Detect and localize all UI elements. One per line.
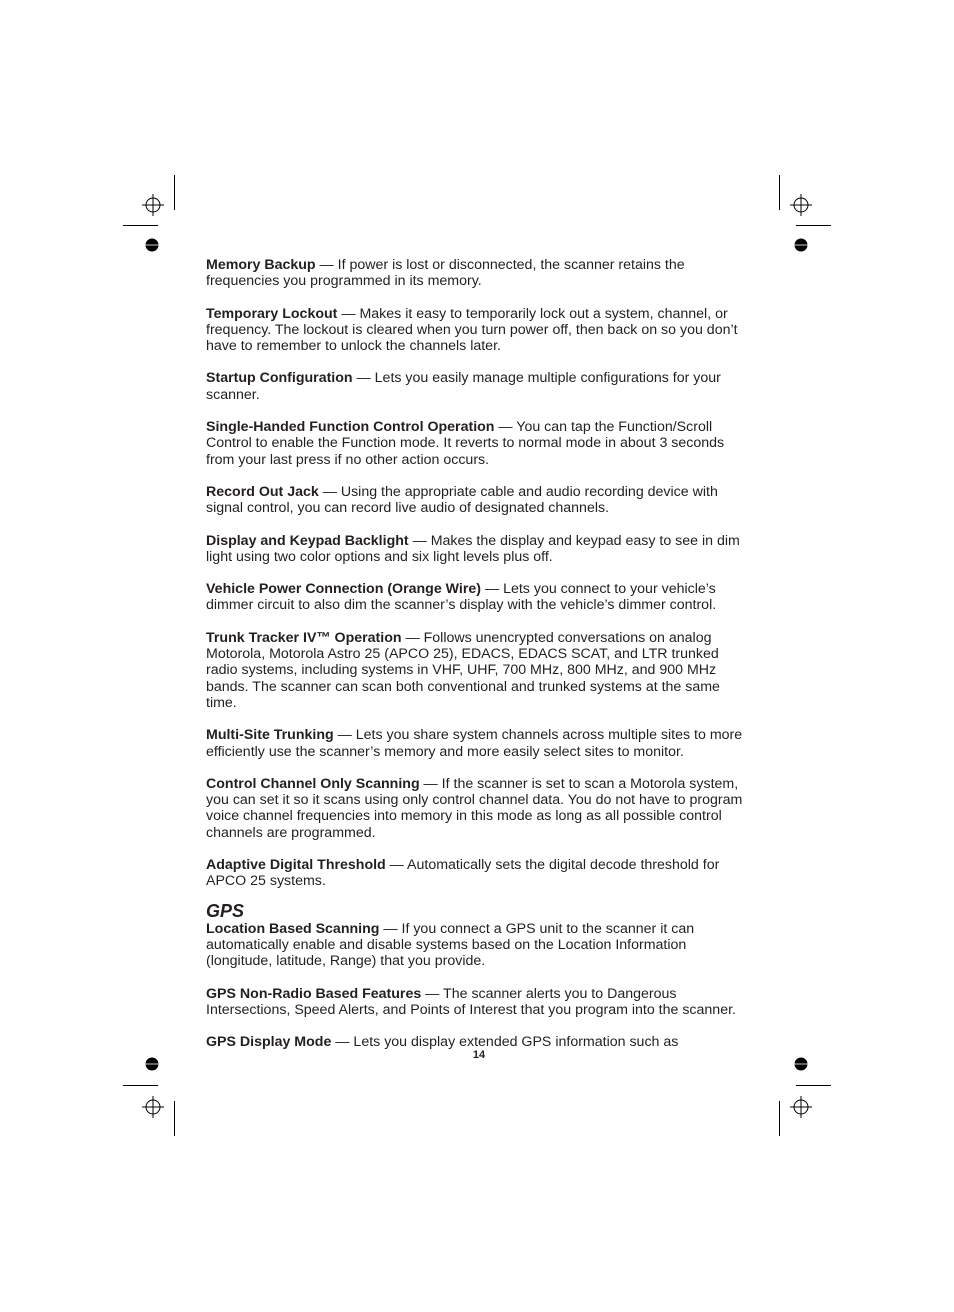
feature-term: Vehicle Power Connection (Orange Wire) bbox=[206, 581, 482, 598]
section-heading-gps: GPS bbox=[206, 900, 245, 921]
registration-dot-icon bbox=[145, 238, 159, 252]
feature-description: — Lets you connect to your vehicle’s dimmer circuit to also dim the scanner’s display with the vehicle’s dimmer control. bbox=[206, 581, 717, 614]
feature-term: Adaptive Digital Threshold bbox=[206, 857, 386, 874]
feature-description: — Follows unencrypted conversations on analog Motorola, Motorola Astro 25 (APCO 25), EDACS, EDACS SCAT, and LTR trunked radio systems, including systems in VHF, UHF, 700 MHz, 800 MHz, and 900 MHz bands. The scanner can scan both conventional and trunked systems at the same time. bbox=[206, 629, 720, 711]
feature-term: Temporary Lockout bbox=[206, 305, 338, 322]
feature-description: — Using the appropriate cable and audio recording device with signal control, you can record live audio of designated channels. bbox=[206, 483, 718, 517]
feature-term: Startup Configuration bbox=[206, 370, 353, 387]
feature-entry bbox=[206, 857, 751, 890]
feature-entry bbox=[206, 419, 751, 468]
feature-term: Record Out Jack bbox=[206, 483, 319, 500]
feature-description: — Lets you display extended GPS information such as bbox=[331, 1034, 679, 1051]
feature-entry bbox=[206, 921, 751, 970]
feature-term: Single-Handed Function Control Operation bbox=[206, 419, 495, 436]
feature-term: Multi-Site Trunking bbox=[206, 727, 334, 744]
registration-mark-icon bbox=[790, 1096, 812, 1118]
feature-entry bbox=[206, 484, 751, 517]
feature-entry bbox=[206, 776, 751, 841]
feature-description: — If the scanner is set to scan a Motorola system, you can set it so it scans using only control channel data. You do not have to program voice channel frequencies into memory in this mode as long as all possible control channels are programmed. bbox=[206, 775, 743, 841]
feature-term: Trunk Tracker IV™ Operation bbox=[206, 629, 402, 646]
feature-term: GPS Display Mode bbox=[206, 1034, 332, 1051]
registration-mark-icon bbox=[790, 194, 812, 216]
feature-description: — Makes the display and keypad easy to see in dim light using two color options and six light levels plus off. bbox=[206, 532, 740, 565]
registration-mark-icon bbox=[142, 1096, 164, 1118]
feature-description: — If you connect a GPS unit to the scanner it can automatically enable and disable systems based on the Location Information (longitude, latitude, Range) that you provide. bbox=[206, 920, 695, 970]
feature-entry bbox=[206, 1034, 751, 1050]
feature-term: Display and Keypad Backlight bbox=[206, 532, 409, 549]
registration-mark-icon bbox=[142, 194, 164, 216]
feature-entry bbox=[206, 581, 751, 614]
feature-list bbox=[206, 257, 751, 1066]
registration-dot-icon bbox=[794, 238, 808, 252]
feature-term: Location Based Scanning bbox=[206, 920, 380, 937]
feature-term: Memory Backup bbox=[206, 257, 316, 273]
feature-description: — Makes it easy to temporarily lock out a system, channel, or frequency. The lockout is cleared when you turn power off, then back on so you don’t have to remember to unlock the channels later. bbox=[206, 305, 738, 355]
feature-description: — The scanner alerts you to Dangerous Intersections, Speed Alerts, and Points of Interest that you program into the scanner. bbox=[206, 985, 736, 1018]
feature-entry bbox=[206, 727, 751, 760]
feature-term: Control Channel Only Scanning bbox=[206, 775, 420, 792]
feature-entry bbox=[206, 257, 751, 290]
feature-entry bbox=[206, 630, 751, 711]
feature-entry bbox=[206, 306, 751, 355]
feature-description: — Lets you easily manage multiple configurations for your scanner. bbox=[206, 370, 721, 403]
feature-entry bbox=[206, 533, 751, 566]
feature-entry bbox=[206, 370, 751, 403]
feature-description: — If power is lost or disconnected, the scanner retains the frequencies you programmed in its memory. bbox=[206, 257, 685, 290]
feature-entry bbox=[206, 986, 751, 1019]
feature-description: — You can tap the Function/Scroll Control to enable the Function mode. It reverts to normal mode in about 3 seconds from your last press if no other action occurs. bbox=[206, 419, 725, 468]
page-number: 14 bbox=[472, 1049, 486, 1061]
feature-description: — Lets you share system channels across multiple sites to more efficiently use the scanner’s memory and more easily select sites to monitor. bbox=[206, 727, 743, 760]
feature-description: — Automatically sets the digital decode threshold for APCO 25 systems. bbox=[206, 857, 720, 890]
feature-term: GPS Non-Radio Based Features bbox=[206, 985, 422, 1002]
